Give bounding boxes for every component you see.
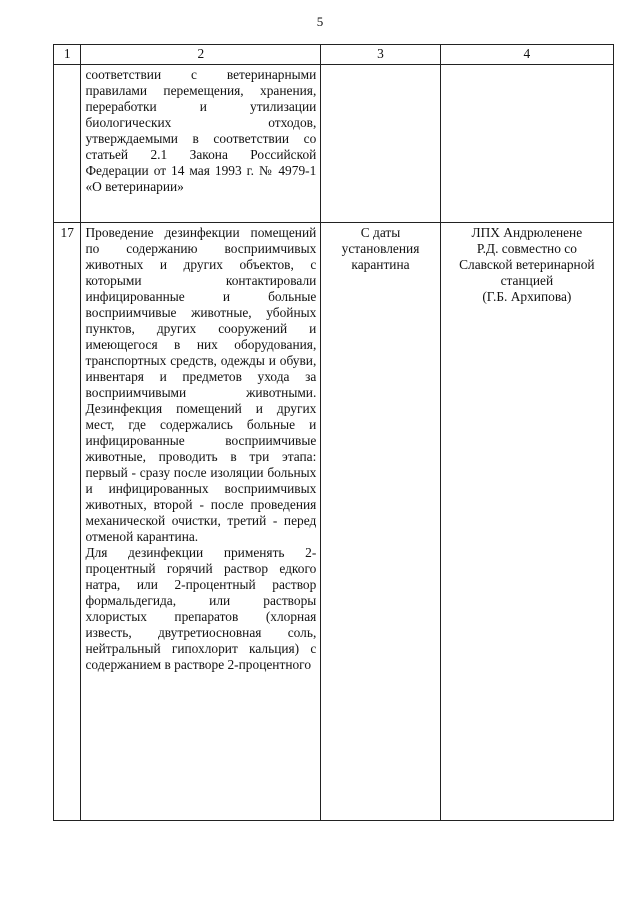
responsible-label: ЛПХ Андрюленене Р.Д. совместно со Славской ветеринарной станцией (Г.Б. Архипова) [459, 225, 595, 304]
measure-text-continued: Для дезинфекции применять 2-процентный горячий раствор едкого натра, или 2-процентный раствор формальдегида, или растворы хлористых препаратов (хлорная известь, двутретиосновная соль, нейтральный гипохлорит кальция) с содержанием в растворе 2-процентного [85, 545, 317, 672]
measures-table [53, 44, 614, 821]
table-row [54, 223, 614, 821]
table-header-row [54, 45, 614, 65]
header-cell: 3 [321, 45, 440, 65]
measure-text: соответствии с ветеринарными правилами перемещения, хранения, переработки и утилизации биологических отходов, утверждаемыми в соответствии со статьей 2.1 Закона Российской Федерации от 14 мая 1993 г. № 4979-1 «О ветеринарии» [81, 65, 321, 223]
term-label: С даты установления карантина [341, 225, 420, 272]
measure-cell [81, 223, 321, 821]
header-cell: 4 [440, 45, 613, 65]
responsible-text [440, 223, 613, 821]
page-number: 5 [316, 14, 324, 29]
table-row [54, 65, 614, 223]
row-number: 17 [54, 223, 81, 821]
measure-text: Проведение дезинфекции помещений по содержанию восприимчивых животных и других объектов, с которыми контактировали инфицированные и больные восприимчивые животные, убойных пунктов, других сооружений и имеющегося в них оборудования, транспортных средств, одежды и обуви, инвентаря и предметов ухода за восприимчивыми животными. Дезинфекция помещений и других мест, где содержались больные и инфицированные восприимчивые животные, проводить в три этапа: первый - сразу после изоляции больных и инфицированных восприимчивых животных, второй - после проведения механической очистки, третий - перед отменой карантина. [85, 225, 317, 544]
header-cell: 1 [54, 45, 81, 65]
responsible-text [440, 65, 613, 223]
header-cell: 2 [81, 45, 321, 65]
row-number [54, 65, 81, 223]
term-text [321, 223, 440, 821]
term-text [321, 65, 440, 223]
